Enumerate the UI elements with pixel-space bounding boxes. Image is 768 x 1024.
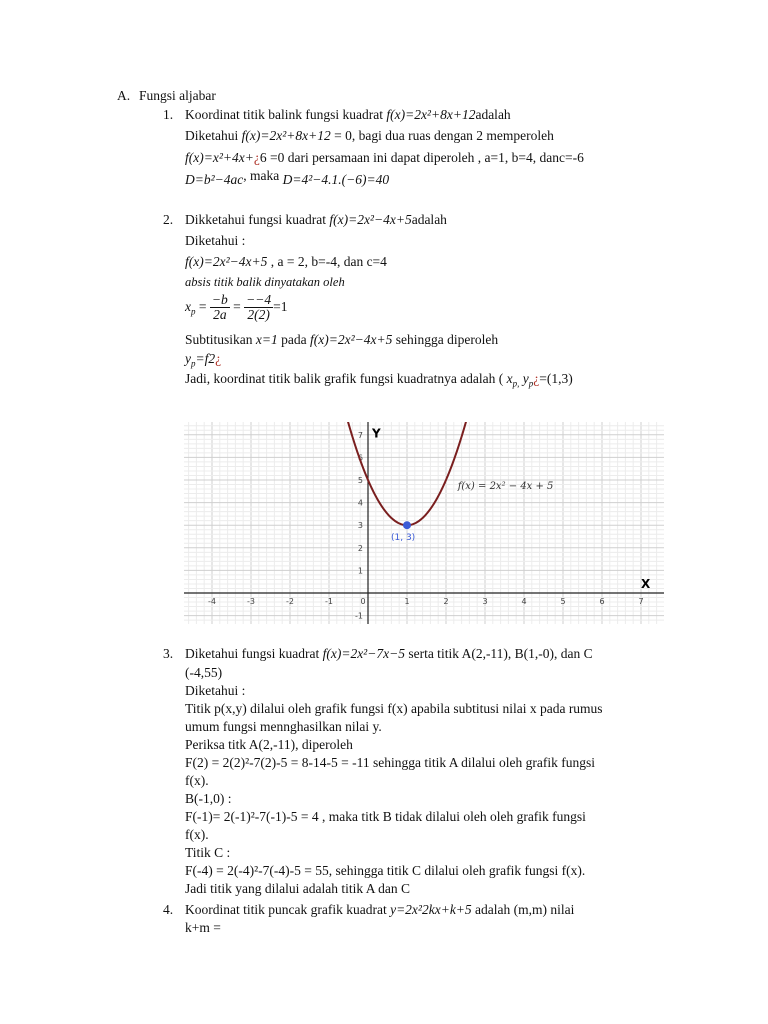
text: Koordinat titik puncak grafik kuadrat — [185, 902, 387, 917]
formula: f(x)=2x²−4x+5 — [185, 254, 268, 269]
x-sub: p, — [512, 378, 520, 389]
parabola-graph — [184, 422, 664, 624]
grid — [184, 422, 664, 624]
x-tick-label: 1 — [404, 597, 410, 606]
x-tick-label: 6 — [599, 597, 605, 606]
y-tick-label: 2 — [357, 543, 363, 553]
problem-4-line-2: k+m = — [185, 920, 221, 935]
function-label: f(x) = 2x² − 4x + 5 — [457, 481, 554, 493]
problem-1-line-3 — [185, 149, 584, 166]
x-tick-label: 5 — [560, 597, 566, 606]
text: adalah (m,m) nilai — [475, 902, 575, 917]
problem-3-number: 3. — [163, 646, 174, 661]
text: , a = 2, b=-4, dan c=4 — [270, 254, 387, 269]
lhs-sub: p — [191, 306, 196, 317]
result: =1 — [273, 299, 288, 314]
text: Diketahui fungsi kuadrat — [185, 646, 320, 661]
formula: D=b²−4ac — [185, 172, 244, 187]
formula: f(x)=2x²−4x+5 — [309, 332, 393, 347]
problem-1-line-4 — [185, 168, 390, 188]
vertex-label: (1, 3) — [391, 533, 416, 544]
problem-1-number: 1. — [163, 107, 174, 122]
problem-2-line-3 — [185, 253, 387, 270]
problem-3-line-10: F(-1)= 2(-1)²-7(-1)-5 = 4 , maka titk B tidak dilalui oleh oleh grafik fungsi — [185, 809, 586, 824]
y-var: y — [522, 371, 529, 386]
problem-3-line-7: F(2) = 2(2)²-7(2)-5 = 8-14-5 = -11 sehingga titik A dilalui oleh grafik fungsi — [185, 755, 595, 770]
y-tick-label: 7 — [357, 430, 363, 440]
text: Diketahui — [185, 128, 239, 143]
formula: f(x)=2x²+8x+12 — [386, 107, 476, 122]
x-tick-label: -4 — [208, 597, 216, 606]
formula: x=1 — [255, 332, 278, 347]
y-tick-label: 1 — [357, 566, 363, 576]
x-tick-label: 7 — [638, 597, 644, 606]
formula: f(x)=x²+4x+ — [185, 150, 254, 165]
problem-3-line-6: Periksa titk A(2,-11), diperoleh — [185, 737, 353, 752]
text: pada — [281, 332, 307, 347]
numerator: −b — [211, 292, 228, 308]
fraction-2 — [244, 293, 273, 322]
problem-2-line-8 — [185, 370, 573, 393]
text: Subtitusikan — [185, 332, 253, 347]
formula: D=4²−4.1.(−6)=40 — [282, 172, 390, 187]
text: Jadi, koordinat titik balik grafik fungsi kuadratnya adalah ( — [185, 371, 504, 386]
x-tick-label: 3 — [482, 597, 488, 606]
y-tick-label: 4 — [357, 498, 363, 508]
y-tick-label: 6 — [357, 453, 363, 463]
result: =(1,3) — [539, 371, 573, 386]
fraction-1 — [210, 293, 230, 322]
lhs: x — [185, 299, 191, 314]
problem-2-line-1 — [185, 211, 447, 228]
axes — [184, 422, 664, 624]
vertex-point — [403, 521, 411, 529]
problem-2-line-6 — [185, 331, 498, 348]
problem-3-line-9: B(-1,0) : — [185, 791, 232, 806]
garbled-char: ¿ — [253, 150, 260, 165]
problem-3-line-5: umum fungsi mennghasilkan nilai y. — [185, 719, 382, 734]
x-tick-label: 0 — [360, 597, 366, 606]
garbled-char: ¿ — [533, 371, 540, 386]
x-var: x — [506, 371, 513, 386]
problem-3-line-14: Jadi titik yang dilalui adalah titik A dan C — [185, 881, 410, 896]
denominator: 2(2) — [247, 307, 270, 323]
text: sehingga diperoleh — [395, 332, 499, 347]
problem-3-line-2: (-4,55) — [185, 665, 223, 680]
text: serta titik A(2,-11), B(1,-0), dan C — [408, 646, 593, 661]
text: Koordinat titik balink fungsi kuadrat — [185, 107, 383, 122]
x-tick-label: -2 — [286, 597, 294, 606]
section-label: A. — [117, 88, 131, 103]
problem-3-line-13: F(-4) = 2(-4)²-7(-4)-5 = 55, sehingga titik C dilalui oleh grafik fungsi f(x). — [185, 863, 586, 878]
numerator: −−4 — [246, 292, 272, 308]
y-tick-label: -1 — [355, 611, 363, 621]
x-tick-label: 4 — [521, 597, 527, 606]
garbled-char: ¿ — [215, 351, 222, 366]
text: 6 =0 dari persamaan ini dapat diperoleh , a=1, b=4, danc=-6 — [259, 150, 584, 165]
x-tick-label: -3 — [247, 597, 255, 606]
problem-2-line-2: Diketahui : — [185, 233, 246, 248]
y-axis-label: Y — [372, 426, 381, 441]
text: Dikketahui fungsi kuadrat — [185, 212, 326, 227]
lhs-sub: p — [191, 358, 196, 369]
problem-3-line-4: Titik p(x,y) dilalui oleh grafik fungsi f(x) apabila subtitusi nilai x pada rumus — [185, 701, 603, 716]
y-sub: p — [528, 378, 534, 389]
problem-3-line-3: Diketahui : — [185, 683, 246, 698]
x-axis-label: X — [641, 577, 651, 591]
text: adalah — [475, 107, 511, 122]
formula: f(x)=2x²−7x−5 — [322, 646, 405, 661]
lhs: y — [185, 351, 191, 366]
problem-2-line-4: absis titik balik dinyatakan oleh — [185, 275, 345, 289]
text: adalah — [411, 212, 447, 227]
problem-1-line-2 — [185, 127, 554, 144]
text: = 0, bagi dua ruas dengan 2 memperoleh — [334, 128, 554, 143]
y-tick-label: 5 — [357, 476, 363, 485]
problem-3-line-11: f(x). — [185, 827, 209, 842]
formula: y=2x²2kx+k+5 — [390, 902, 472, 917]
y-tick-label: 3 — [357, 521, 363, 531]
problem-4-line-1 — [185, 901, 574, 918]
problem-2-vertex-formula: $x_p$ = $\frac{-b}{2a}$ = $\frac{--4}{2(2)}$ =1 — [185, 292, 288, 323]
problem-3-line-12: Titik C : — [185, 845, 231, 860]
problem-4-number: 4. — [163, 902, 174, 917]
denominator: 2a — [213, 307, 227, 323]
problem-3-line-8: f(x). — [185, 773, 209, 788]
problem-2-number: 2. — [163, 212, 174, 227]
text: , maka — [243, 168, 280, 183]
section-title: Fungsi aljabar — [139, 88, 216, 103]
rhs: =f2 — [195, 351, 216, 366]
problem-1-line-1 — [185, 106, 511, 123]
x-tick-label: -1 — [325, 597, 333, 606]
formula: f(x)=2x²−4x+5 — [329, 212, 412, 227]
formula: f(x)=2x²+8x+12 — [241, 128, 331, 143]
x-tick-label: 2 — [443, 597, 449, 606]
problem-3-line-1 — [185, 645, 593, 662]
